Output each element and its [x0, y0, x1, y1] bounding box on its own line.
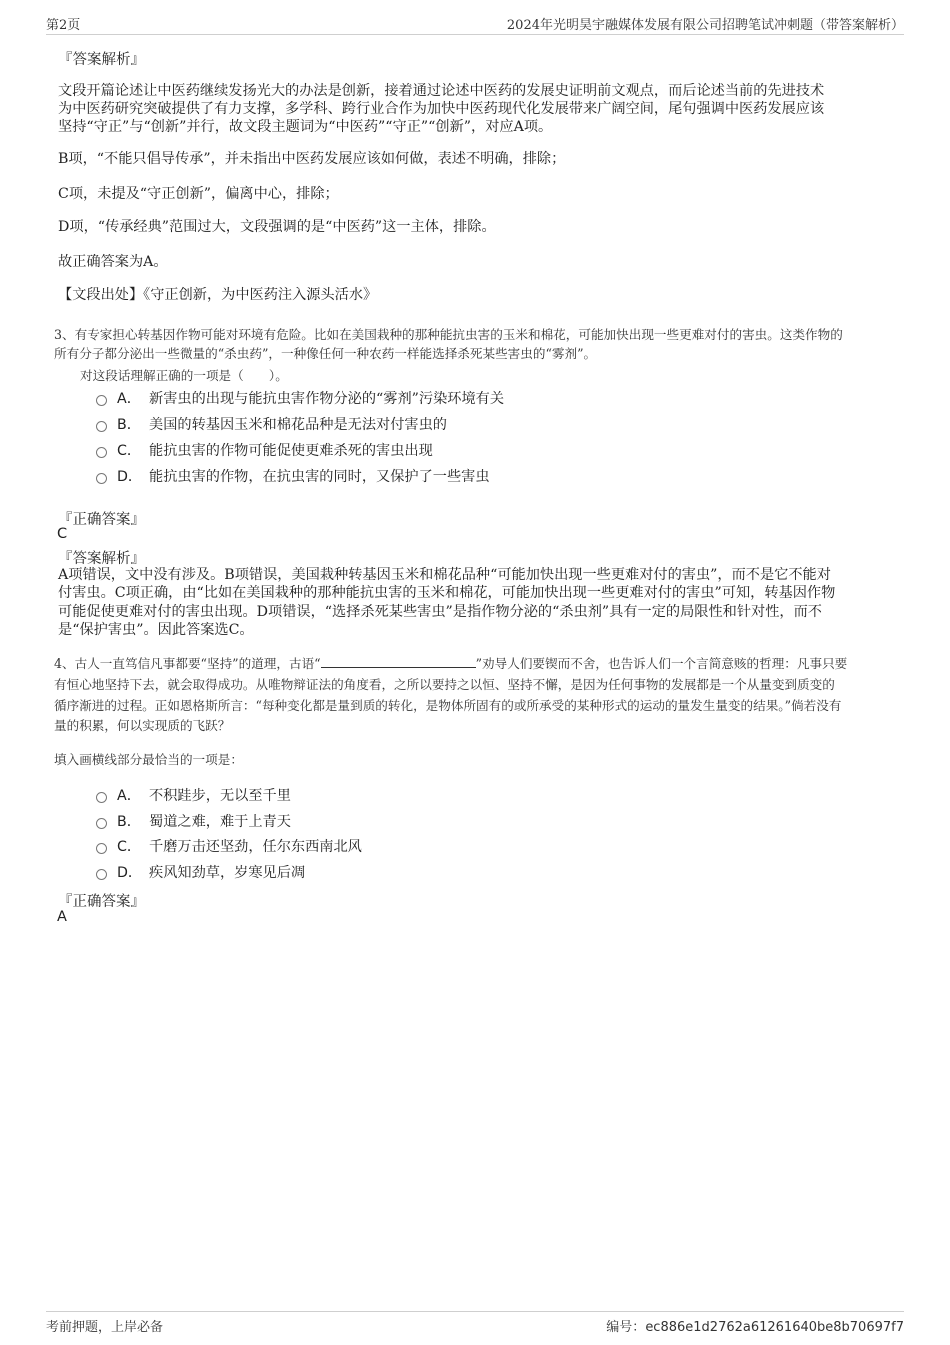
q3-option-c[interactable]: C． 能抗虫害的作物可能促使更难杀死的害虫出现 [96, 440, 433, 460]
q3-answer-label: 『正确答案』 [58, 512, 145, 528]
document-code: 编号：ec886e1d2762a61261640be8b70697f7 [606, 1320, 904, 1335]
radio-button-icon[interactable] [96, 447, 107, 458]
q3-answer: C [57, 526, 68, 542]
q4-option-a[interactable]: A． 不积跬步，无以至千里 [96, 785, 291, 805]
q2-analysis-line: 文段开篇论述让中医药继续发扬光大的办法是创新，接着通过论述中医药的发展史证明前文观点，而后论述当前的先进技术 [58, 83, 825, 99]
q3-analysis-line: 可能促使更难对付的害虫出现。D项错误，“选择杀死某些害虫”是指作物分泌的“杀虫剂”具有一定的局限性和针对性，而不 [58, 604, 822, 620]
footer-slogan: 考前押题，上岸必备 [46, 1320, 164, 1335]
radio-button-icon[interactable] [96, 869, 107, 880]
q3-option-b[interactable]: B． 美国的转基因玉米和棉花品种是无法对付害虫的 [96, 414, 447, 434]
q2-analysis-line: 为中医药研究突破提供了有力支撑，多学科、跨行业合作为加快中医药现代化发展带来广阔空间，尾句强调中医药发展应该 [58, 101, 825, 117]
fill-in-blank [321, 655, 476, 668]
q3-stem-line: 所有分子都分泌出一些微量的“杀虫药”，一种像任何一种农药一样能选择杀死某些害虫的“雾剂”。 [54, 346, 597, 361]
q3-analysis-line: 付害虫。C项正确，由“比如在美国栽种的那种能抗虫害的玉米和棉花，可能加快出现一些更难对付的害虫”可知，转基因作物 [58, 585, 836, 601]
q4-answer-label: 『正确答案』 [58, 894, 145, 910]
q4-stem-first-line: 4、古人一直笃信凡事都要“坚持”的道理，古语“ ”劝导人们要锲而不舍，也告诉人们一个言简意赅的哲理：凡事只要 [54, 656, 848, 671]
q3-stem-line: 3、有专家担心转基因作物可能对环境有危险。比如在美国栽种的那种能抗虫害的玉米和棉花，可能加快出现一些更难对付的害虫。这类作物的 [54, 327, 843, 342]
page-header [46, 12, 904, 35]
q3-question-prompt: 对这段话理解正确的一项是（ ）。 [80, 368, 288, 383]
q3-analysis-line: 是“保护害虫”。因此答案选C。 [58, 622, 254, 638]
page-number: 第2页 [46, 18, 81, 33]
q4-question-prompt: 填入画横线部分最恰当的一项是： [54, 752, 243, 767]
page-footer [46, 1311, 904, 1334]
radio-button-icon[interactable] [96, 792, 107, 803]
radio-button-icon[interactable] [96, 421, 107, 432]
q4-answer: A [57, 909, 67, 925]
q4-stem-line: 循序渐进的过程。正如恩格斯所言：“每种变化都是量到质的转化，是物体所固有的或所承受的某种形式的运动的量发生量变的结果。”倘若没有 [54, 698, 842, 713]
q4-stem-line: 有恒心地坚持下去，就会取得成功。从唯物辩证法的角度看，之所以要持之以恒、坚持不懈，是因为任何事物的发展都是一个从量变到质变的 [54, 677, 835, 692]
q2-option-b-analysis: B项，“不能只倡导传承”，并未指出中医药发展应该如何做，表述不明确，排除； [58, 151, 566, 167]
q4-stem-line: 量的积累，何以实现质的飞跃？ [54, 718, 231, 733]
q2-conclusion: 故正确答案为A。 [58, 254, 168, 270]
q2-source: 【文段出处】《守正创新，为中医药注入源头活水》 [58, 287, 378, 303]
q2-analysis-label: 『答案解析』 [58, 52, 145, 68]
radio-button-icon[interactable] [96, 395, 107, 406]
radio-button-icon[interactable] [96, 818, 107, 829]
q3-option-d[interactable]: D． 能抗虫害的作物，在抗虫害的同时，又保护了一些害虫 [96, 466, 490, 486]
q4-option-d[interactable]: D． 疾风知劲草，岁寒见后凋 [96, 862, 305, 882]
document-title: 2024年光明昊宇融媒体发展有限公司招聘笔试冲刺题（带答案解析） [506, 18, 904, 33]
radio-button-icon[interactable] [96, 843, 107, 854]
q3-analysis-line: A项错误，文中没有涉及。B项错误，美国栽种转基因玉米和棉花品种“可能加快出现一些更难对付的害虫”，而不是它不能对 [58, 567, 831, 583]
q2-analysis-line: 坚持“守正”与“创新”并行，故文段主题词为“中医药”“守正”“创新”，对应A项。 [58, 119, 553, 135]
q4-option-b[interactable]: B． 蜀道之难，难于上青天 [96, 811, 291, 831]
q2-option-c-analysis: C项，未提及“守正创新”，偏离中心，排除； [58, 186, 339, 202]
q3-analysis-label: 『答案解析』 [58, 551, 145, 567]
q2-option-d-analysis: D项，“传承经典”范围过大，文段强调的是“中医药”这一主体，排除。 [58, 219, 496, 235]
radio-button-icon[interactable] [96, 473, 107, 484]
q3-option-a[interactable]: A． 新害虫的出现与能抗虫害作物分泌的“雾剂”污染环境有关 [96, 388, 504, 408]
q4-option-c[interactable]: C． 千磨万击还坚劲，任尔东西南北风 [96, 836, 362, 856]
